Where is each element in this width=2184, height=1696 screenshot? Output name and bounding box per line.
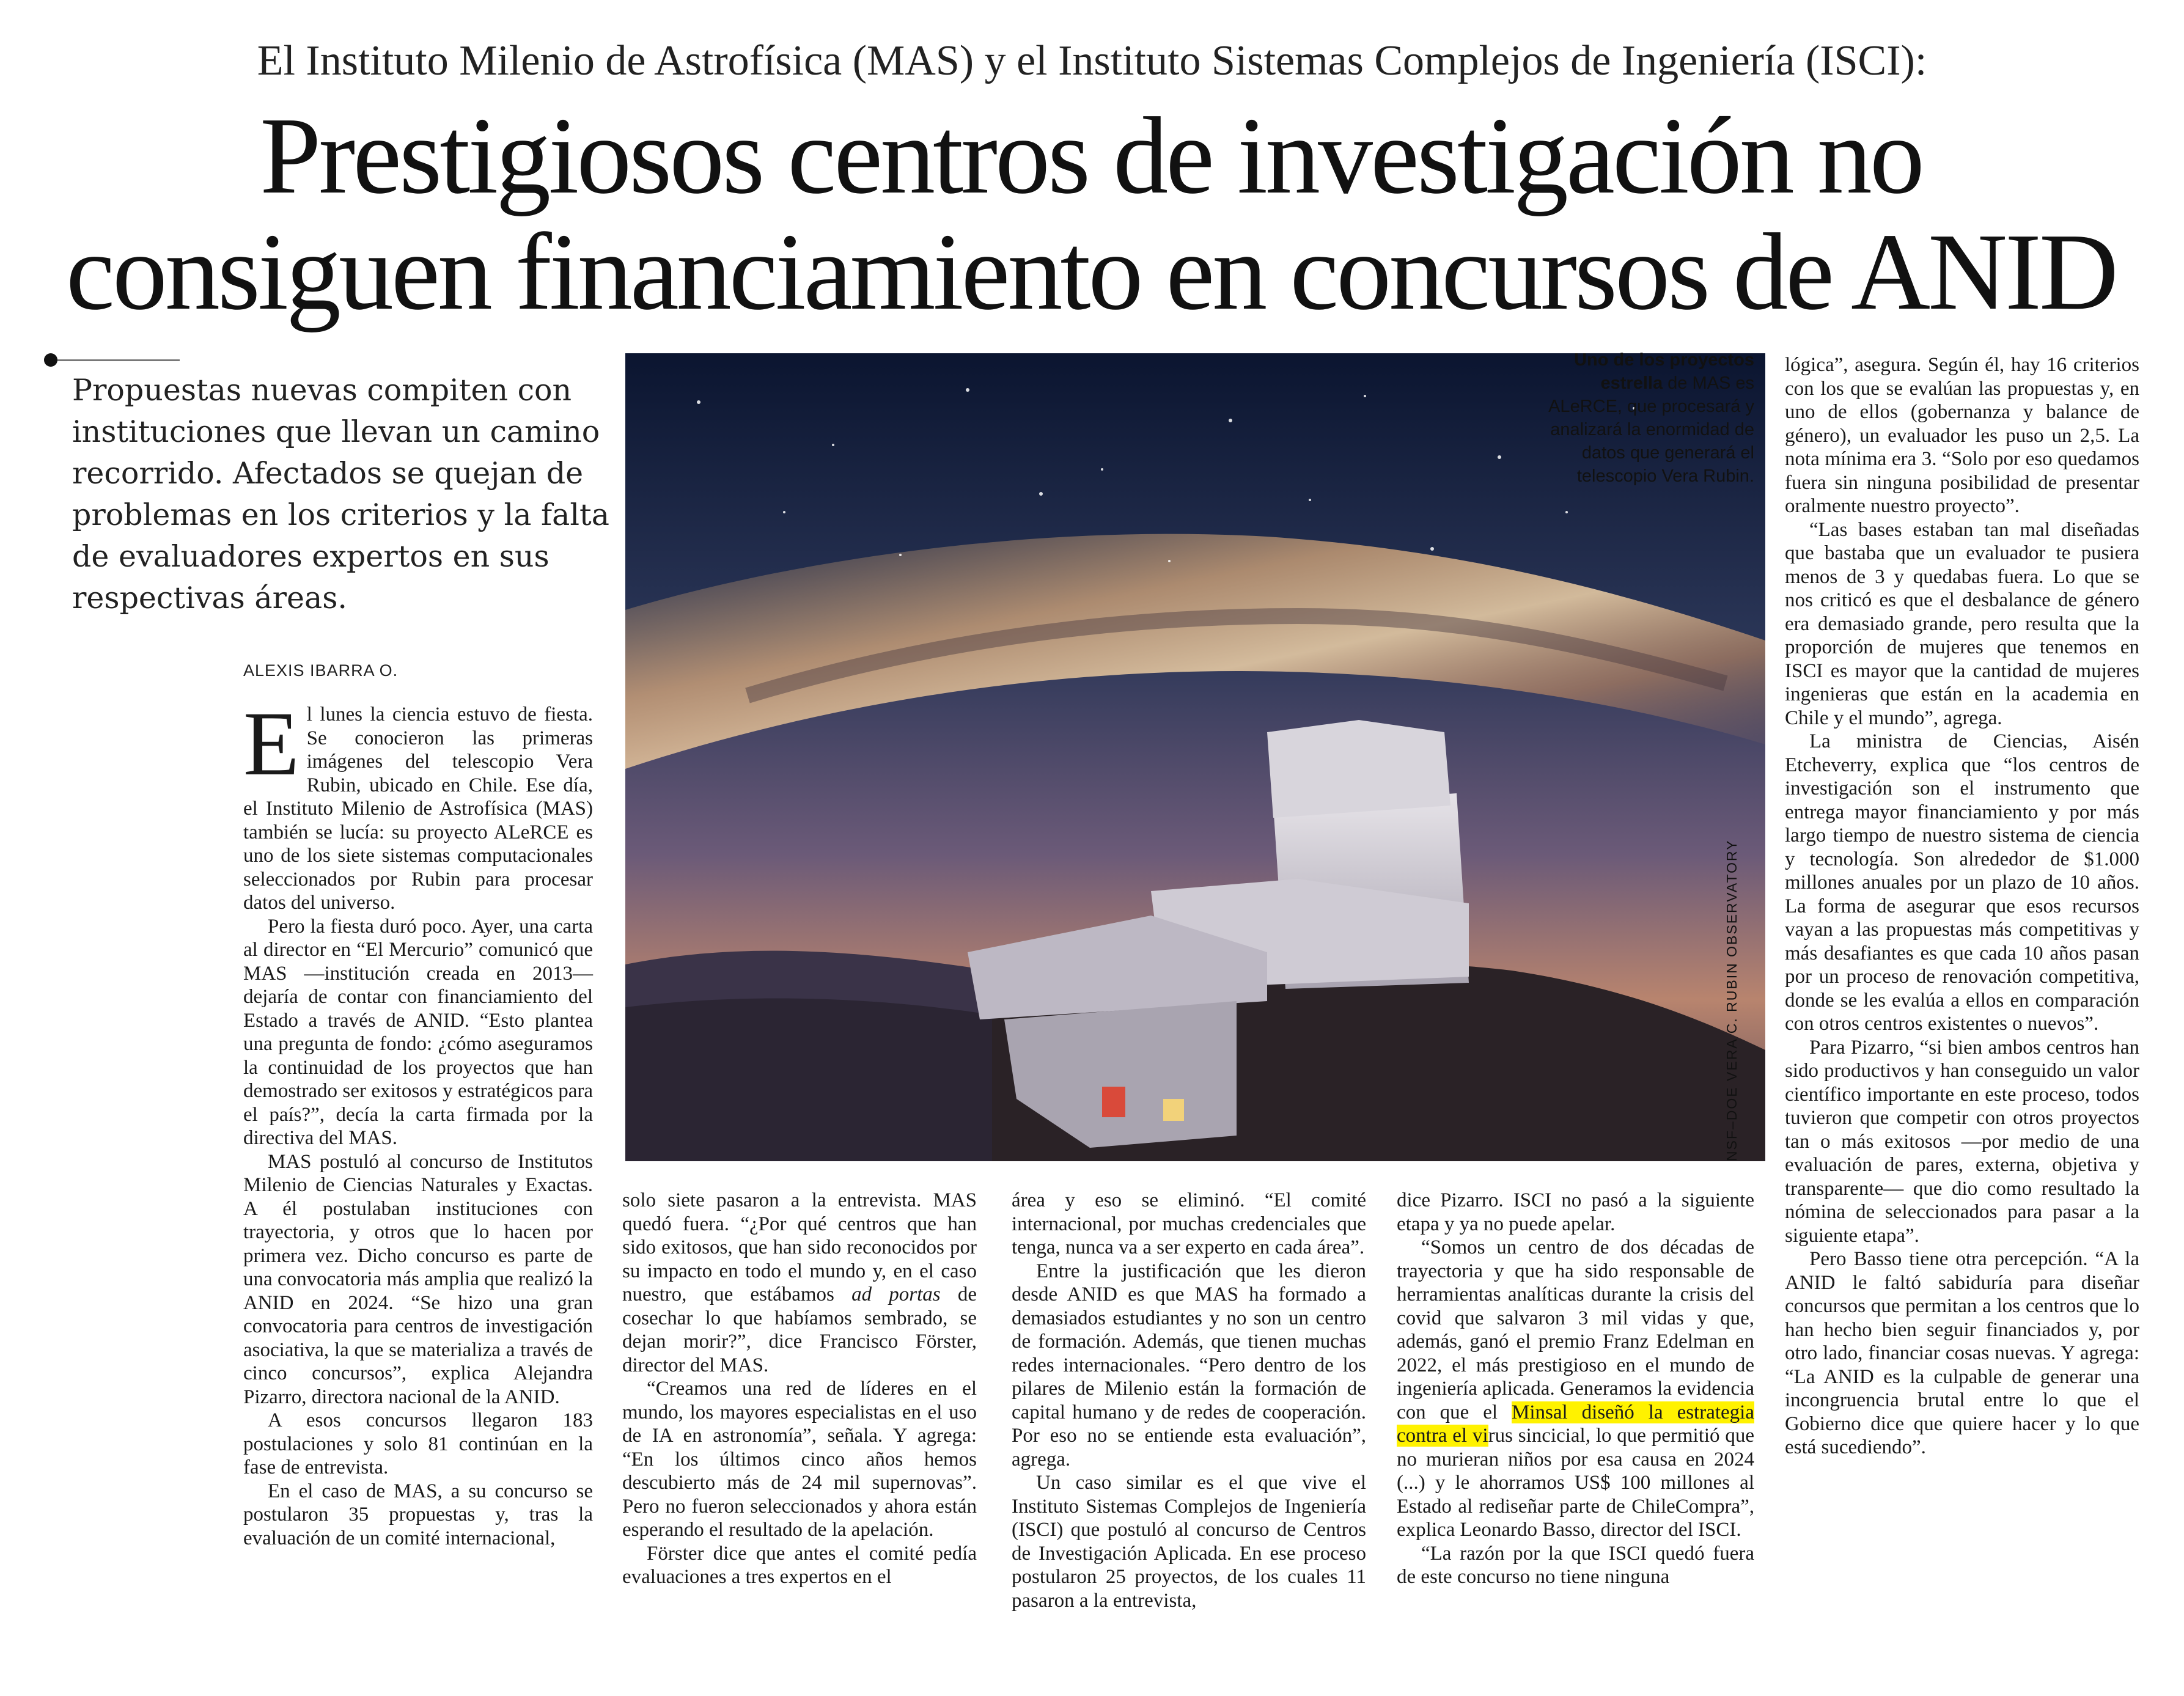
caption-text: de MAS es ALeRCE, que procesará y analizará la enormidad de datos que generará el telescopio Vera Rubin. [1548,373,1754,486]
body-column-1 [243,693,593,1550]
body-paragraph: La ministra de Ciencias, Aisén Etcheverry, explica que “los centros de investigación son el instrumento que entrega mayor financiamiento y por más largo tiempo de nuestro sistema de ciencia y tecnología. Son alrededor de $1.000 millones anuales por un plazo de 10 años. La forma de asegurar que esos recursos vayan a las propuestas más competitivas y más desafiantes es que cada 10 años pasan por un proceso de renovación competitiva, donde se les evalúa a ellos en comparación con otros centros existentes o nuevos”. [1785,730,2139,1035]
paragraph-text: l lunes la ciencia estuvo de fiesta. Se conocieron las primeras imágenes del telescopio Vera Rubin, ubicado en Chile. Ese día, el Instituto Milenio de Astrofísica (MAS) también se lucía: su proyecto ALeRCE es uno de los siete sistemas computacionales seleccionados por Rubin para procesar datos del universo. [243,703,593,914]
body-paragraph: En el caso de MAS, a su concurso se postularon 35 propuestas y, tras la evaluación de un comité internacional, [243,1480,593,1549]
body-paragraph [243,693,593,915]
paragraph-text: rus sincicial, lo que permitió que no murieran niños por esa causa en 2024 (...) y le ahorramos US$ 100 millones al Estado al rediseñar parte de ChileCompra”, explica Leonardo Basso, director del ISCI. [1397,1425,1755,1541]
body-paragraph: “Creamos una red de líderes en el mundo, los mayores especialistas en el uso de IA en astronomía”, señala. Y agrega: “En los últimos cinco años hemos descubierto más de 24 mil supernovas”. Pero no fueron seleccionados y ahora están esperando el resultado de la apelación. [622,1378,977,1541]
body-paragraph: Pero la fiesta duró poco. Ayer, una carta al director en “El Mercurio” comunicó que MAS —institución creada en 2013— dejaría de contar con financiamiento del Estado a través de ANID. “Esto plantea una pregunta de fondo: ¿cómo aseguramos la continuidad de los proyectos que han demostrado ser exitosos y estratégicos para el país?”, decía la carta firmada por la directiva del MAS. [243,915,593,1149]
paragraph-text: de cosechar lo que habíamos sembrado, se dejan morir?”, dice Francisco Förster, director del MAS. [622,1283,977,1376]
body-paragraph: Förster dice que antes el comité pedía evaluaciones a tres expertos en el [622,1542,977,1588]
article-headline [37,95,2145,332]
body-column-2 [622,1189,977,1589]
body-paragraph [1397,1236,1754,1542]
body-paragraph: MAS postuló al concurso de Institutos Milenio de Ciencias Naturales y Exactas. A él postulaban instituciones con trayectoria, y otros que lo hacen por primera vez. Dicho concurso es parte de una convocatoria más amplia que realizó la ANID en 2024. “Se hizo una gran convocatoria para centros de investigación asociativa, la que se materializa a través de cinco concursos”, explica Alejandra Pizarro, directora nacional de la ANID. [243,1150,593,1408]
body-column-5 [1785,353,2139,1459]
italic-phrase: ad portas [851,1283,941,1305]
body-paragraph: Pero Basso tiene otra percepción. “A la ANID le faltó sabiduría para diseñar concursos que permitan a los centros que lo han hecho bien seguir financiados y, por otro lado, financiar cosas nuevas. Y agrega: “La ANID es la culpable de generar una incongruencia brutal entre lo que el Gobierno dice que quiere hacer y lo que está sucediendo”. [1785,1248,2139,1458]
photo-caption [1528,348,1754,488]
body-paragraph: área y eso se eliminó. “El comité internacional, por muchas credenciales que tenga, nunca va a ser experto en cada área”. [1012,1189,1366,1258]
drop-cap: E [243,693,300,795]
highlighted-text: Minsal diseñó la estrategia contra el vi [1397,1401,1754,1447]
body-column-4 [1397,1189,1754,1589]
body-paragraph [622,1189,977,1377]
body-paragraph: “Las bases estaban tan mal diseñadas que bastaba que un evaluador te pusiera menos de 3 y quedabas fuera. Lo que se nos criticó es que el desbalance de género era demasiado grande, pero resulta que la proporción de mujeres que tenemos en ISCI es mayor que la cantidad de mujeres ingenieras que están en la academia en Chile y el mundo”, agrega. [1785,518,2139,729]
caption-strong: Uno de los proyectos estrella [1574,350,1754,393]
body-paragraph: Un caso similar es el que vive el Instituto Sistemas Complejos de Ingeniería (ISCI) que postuló al concurso de Centros de Investigación Aplicada. En ese proceso postularon 25 proyectos, de los cuales 11 pasaron a la entrevista, [1012,1472,1366,1612]
body-paragraph: lógica”, asegura. Según él, hay 16 criterios con los que se evalúan las propuestas y, en uno de ellos (gobernanza y balance de género), un evaluador les puso un 2,5. La nota mínima era 3. “Solo por eso quedamos fuera sin ninguna posibilidad de presentar oralmente nuestro proyecto”. [1785,354,2139,517]
article-lead: Propuestas nuevas compiten con instituciones que llevan un camino recorrido. Afectados se quejan de problemas en los criterios y la falta de evaluadores expertos en sus respectivas áreas. [72,373,609,615]
body-paragraph: A esos concursos llegaron 183 postulaciones y solo 81 continúan en la fase de entrevista. [243,1409,593,1478]
body-paragraph: Para Pizarro, “si bien ambos centros han sido productivos y han conseguido un valor científico importante en este proceso, todos tuvieron que competir con otros proyectos tan o más exitosos —por medio de una evaluación de pares, externa, objetiva y transparente— que dio como resultado la nómina de seleccionados para pasar a la siguiente etapa”. [1785,1036,2139,1247]
paragraph-text: “Somos un centro de dos décadas de trayectoria y que ha sido responsable de herramientas analíticas durante la crisis del covid que salvaron 3 mil vidas y que, además, ganó el premio Franz Edelman en 2022, el más prestigioso en el mundo de ingeniería aplicada. Generamos la evidencia con que el [1397,1236,1754,1423]
lead-bullet-dot [44,353,57,367]
body-paragraph: “La razón por la que ISCI quedó fuera de este concurso no tiene ninguna [1397,1542,1754,1588]
body-paragraph: Entre la justificación que les dieron desde ANID es que MAS ha formado a demasiados estudiantes y no son un centro de formación. Además, que tienen muchas redes internacionales. “Pero dentro de los pilares de Milenio están la formación de capital humano y de redes de cooperación. Por eso no se entiende esta evaluación”, agrega. [1012,1260,1366,1470]
article-kicker: El Instituto Milenio de Astrofísica (MAS) y el Instituto Sistemas Complejos de Ingeniería (ISCI): [257,37,1927,84]
body-paragraph: dice Pizarro. ISCI no pasó a la siguiente etapa y ya no puede apelar. [1397,1189,1754,1235]
article-byline: ALEXIS IBARRA O. [243,661,399,680]
lead-rule [57,359,180,361]
body-column-3 [1012,1189,1366,1612]
headline-line-2: consiguen financiamiento en concursos de ANID [66,211,2116,332]
paragraph-text: solo siete pasaron a la entrevista. MAS quedó fuera. “¿Por qué centros que han sido exitosos, que han sido reconocidos por su impacto en todo el mundo y, en el caso nuestro, que estábamos [622,1189,977,1305]
headline-line-1: Prestigiosos centros de investigación no [260,95,1922,216]
photo-credit: NSF–DOE VERA C. RUBIN OBSERVATORY [1724,839,1740,1161]
